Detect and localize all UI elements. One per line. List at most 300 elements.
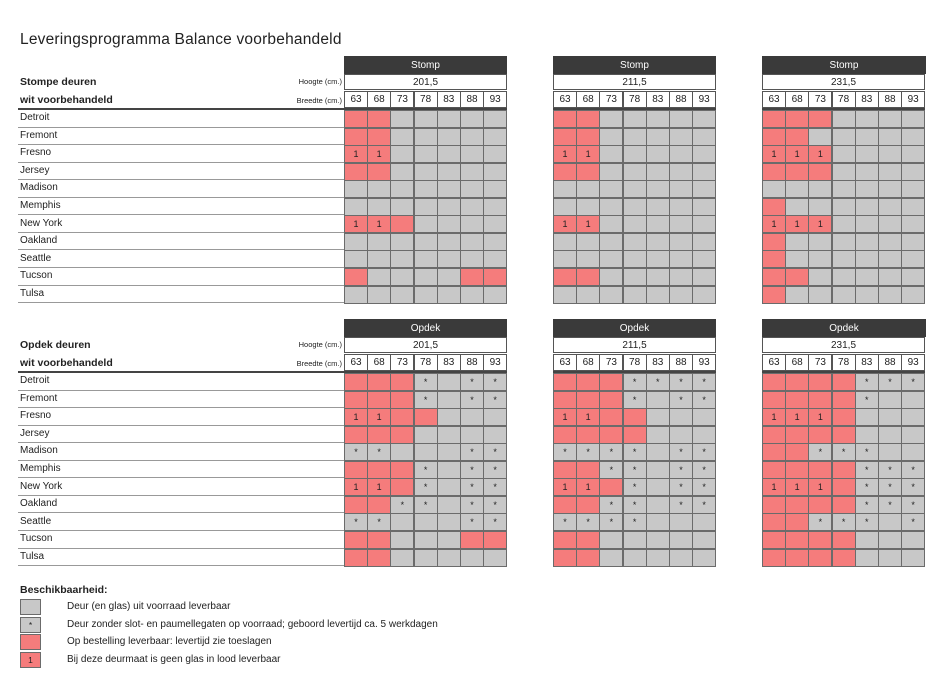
cell-in-stock <box>390 145 414 163</box>
cell-in-stock <box>878 250 902 268</box>
cell-in-stock <box>599 531 623 549</box>
row-line <box>18 214 344 215</box>
row-line <box>18 530 344 531</box>
cell-on-order <box>576 461 600 479</box>
cell-on-order <box>808 163 832 181</box>
cell-on-order <box>344 268 368 286</box>
cell-undrilled-stock: * <box>599 443 623 461</box>
row-line <box>18 127 344 128</box>
row-label: Oakland <box>20 498 58 510</box>
cell-in-stock <box>367 286 391 304</box>
cell-no-leaded-glass: 1 <box>576 408 600 426</box>
cell-in-stock <box>901 233 925 251</box>
width-value: 73 <box>390 354 414 371</box>
cell-in-stock <box>623 233 647 251</box>
cell-on-order <box>390 461 414 479</box>
cell-in-stock <box>692 408 716 426</box>
cell-undrilled-stock: * <box>553 513 577 531</box>
width-value: 78 <box>623 91 647 108</box>
cell-undrilled-stock: * <box>460 513 484 531</box>
cell-in-stock <box>646 461 670 479</box>
row-label: Seattle <box>20 515 52 527</box>
legend-text: Bij deze deurmaat is geen glas in lood leverbaar <box>67 653 281 665</box>
width-value: 93 <box>901 91 925 108</box>
cell-in-stock <box>646 128 670 146</box>
cell-on-order <box>367 373 391 391</box>
cell-in-stock <box>623 180 647 198</box>
cell-in-stock <box>483 426 507 444</box>
cell-in-stock <box>437 128 461 146</box>
cell-on-order <box>553 549 577 567</box>
cell-on-order <box>832 478 856 496</box>
cell-in-stock <box>669 128 693 146</box>
cell-on-order <box>599 391 623 409</box>
cell-in-stock <box>576 286 600 304</box>
cell-in-stock <box>669 513 693 531</box>
cell-on-order <box>832 408 856 426</box>
cell-on-order <box>390 478 414 496</box>
cell-undrilled-stock: * <box>414 496 438 514</box>
width-value: 63 <box>344 354 368 371</box>
legend-title: Beschikbaarheid: <box>20 584 108 596</box>
cell-on-order <box>344 391 368 409</box>
width-value: 88 <box>669 354 693 371</box>
cell-in-stock <box>692 198 716 216</box>
cell-in-stock <box>785 180 809 198</box>
cell-in-stock <box>808 250 832 268</box>
width-value: 83 <box>646 354 670 371</box>
width-value: 88 <box>669 91 693 108</box>
cell-on-order <box>344 373 368 391</box>
legend-text: Deur zonder slot- en paumellegaten op voorraad; geboord levertijd ca. 5 werkdagen <box>67 618 438 630</box>
width-value: 63 <box>553 91 577 108</box>
cell-on-order <box>808 426 832 444</box>
cell-in-stock <box>878 549 902 567</box>
cell-in-stock <box>576 233 600 251</box>
cell-in-stock <box>901 268 925 286</box>
cell-on-order <box>460 268 484 286</box>
cell-in-stock <box>646 145 670 163</box>
cell-in-stock <box>808 233 832 251</box>
cell-undrilled-stock: * <box>623 478 647 496</box>
cell-on-order <box>390 391 414 409</box>
width-value: 78 <box>832 354 856 371</box>
row-label: Fremont <box>20 392 58 404</box>
cell-in-stock <box>553 250 577 268</box>
cell-in-stock <box>832 233 856 251</box>
cell-no-leaded-glass: 1 <box>808 215 832 233</box>
cell-undrilled-stock: * <box>599 496 623 514</box>
cell-undrilled-stock: * <box>414 461 438 479</box>
cell-in-stock <box>785 198 809 216</box>
cell-in-stock <box>483 549 507 567</box>
cell-on-order <box>576 549 600 567</box>
cell-on-order <box>785 268 809 286</box>
cell-in-stock <box>390 163 414 181</box>
cell-in-stock <box>599 233 623 251</box>
cell-undrilled-stock: * <box>646 373 670 391</box>
cell-undrilled-stock: * <box>878 373 902 391</box>
row-line <box>18 144 344 145</box>
width-value: 83 <box>437 354 461 371</box>
cell-undrilled-stock: * <box>901 513 925 531</box>
cell-in-stock <box>623 128 647 146</box>
cell-undrilled-stock: * <box>414 373 438 391</box>
cell-in-stock <box>692 163 716 181</box>
cell-on-order <box>390 215 414 233</box>
cell-on-order <box>832 461 856 479</box>
cell-no-leaded-glass: 1 <box>553 408 577 426</box>
row-label: Madison <box>20 182 58 194</box>
cell-in-stock <box>646 496 670 514</box>
cell-in-stock <box>832 215 856 233</box>
width-value: 93 <box>483 354 507 371</box>
cell-on-order <box>553 110 577 128</box>
cell-on-order <box>762 163 786 181</box>
cell-on-order <box>762 128 786 146</box>
row-line <box>18 249 344 250</box>
row-line <box>18 162 344 163</box>
cell-no-leaded-glass: 1 <box>808 408 832 426</box>
cell-in-stock <box>692 180 716 198</box>
cell-on-order <box>553 373 577 391</box>
cell-on-order <box>367 549 391 567</box>
cell-in-stock <box>878 233 902 251</box>
width-value: 73 <box>599 354 623 371</box>
group-header: Opdek <box>762 319 926 337</box>
cell-no-leaded-glass: 1 <box>367 215 391 233</box>
cell-undrilled-stock: * <box>483 496 507 514</box>
row-label: Madison <box>20 445 58 457</box>
cell-on-order <box>599 373 623 391</box>
cell-in-stock <box>669 163 693 181</box>
cell-on-order <box>762 373 786 391</box>
width-value: 68 <box>785 91 809 108</box>
cell-in-stock <box>599 163 623 181</box>
cell-in-stock <box>878 180 902 198</box>
cell-in-stock <box>669 180 693 198</box>
cell-in-stock <box>646 391 670 409</box>
cell-in-stock <box>437 549 461 567</box>
cell-in-stock <box>785 286 809 304</box>
cell-in-stock <box>692 531 716 549</box>
cell-in-stock <box>901 198 925 216</box>
cell-undrilled-stock: * <box>692 478 716 496</box>
row-label: Fresno <box>20 147 52 159</box>
width-value: 68 <box>576 91 600 108</box>
cell-in-stock <box>855 128 879 146</box>
cell-in-stock <box>623 145 647 163</box>
cell-in-stock <box>878 408 902 426</box>
width-value: 78 <box>832 91 856 108</box>
cell-on-order <box>832 549 856 567</box>
cell-undrilled-stock: * <box>599 513 623 531</box>
row-label: Tulsa <box>20 550 45 562</box>
row-line <box>18 285 344 286</box>
cell-in-stock <box>414 513 438 531</box>
cell-on-order <box>599 408 623 426</box>
cell-undrilled-stock: * <box>692 461 716 479</box>
cell-in-stock <box>483 110 507 128</box>
row-line <box>18 179 344 180</box>
cell-in-stock <box>855 163 879 181</box>
cell-in-stock <box>669 408 693 426</box>
cell-in-stock <box>669 531 693 549</box>
cell-on-order <box>808 531 832 549</box>
cell-on-order <box>808 461 832 479</box>
cell-on-order <box>785 110 809 128</box>
cell-in-stock <box>414 531 438 549</box>
height-caption: Hoogte (cm.) <box>298 340 342 349</box>
width-value: 83 <box>855 91 879 108</box>
cell-in-stock <box>646 198 670 216</box>
cell-undrilled-stock: * <box>855 391 879 409</box>
cell-in-stock <box>437 286 461 304</box>
cell-in-stock <box>808 198 832 216</box>
cell-in-stock <box>692 268 716 286</box>
cell-on-order <box>762 426 786 444</box>
cell-undrilled-stock: * <box>855 443 879 461</box>
cell-in-stock <box>669 268 693 286</box>
cell-on-order <box>576 268 600 286</box>
cell-in-stock <box>901 426 925 444</box>
cell-in-stock <box>483 128 507 146</box>
cell-undrilled-stock: * <box>832 513 856 531</box>
cell-in-stock <box>460 286 484 304</box>
cell-in-stock <box>414 426 438 444</box>
cell-no-leaded-glass: 1 <box>785 215 809 233</box>
cell-in-stock <box>390 110 414 128</box>
cell-in-stock <box>390 128 414 146</box>
cell-in-stock <box>646 478 670 496</box>
cell-in-stock <box>553 233 577 251</box>
cell-on-order <box>808 391 832 409</box>
legend-text: Deur (en glas) uit voorraad leverbaar <box>67 601 231 612</box>
cell-undrilled-stock: * <box>367 513 391 531</box>
cell-on-order <box>553 163 577 181</box>
cell-on-order <box>553 426 577 444</box>
cell-undrilled-stock: * <box>460 478 484 496</box>
cell-in-stock <box>414 145 438 163</box>
cell-undrilled-stock: * <box>599 461 623 479</box>
cell-in-stock <box>901 286 925 304</box>
cell-undrilled-stock: * <box>692 496 716 514</box>
cell-undrilled-stock: * <box>460 373 484 391</box>
row-line <box>18 197 344 198</box>
cell-in-stock <box>483 286 507 304</box>
cell-in-stock <box>414 443 438 461</box>
cell-in-stock <box>483 250 507 268</box>
width-caption: Breedte (cm.) <box>296 359 342 368</box>
cell-undrilled-stock: * <box>483 513 507 531</box>
width-value: 68 <box>367 354 391 371</box>
row-label: Tulsa <box>20 287 45 299</box>
cell-in-stock <box>901 250 925 268</box>
cell-in-stock <box>599 180 623 198</box>
row-line <box>18 390 344 391</box>
cell-no-leaded-glass: 1 <box>576 145 600 163</box>
cell-in-stock <box>390 180 414 198</box>
cell-in-stock <box>576 198 600 216</box>
cell-in-stock <box>414 250 438 268</box>
cell-on-order <box>576 163 600 181</box>
cell-in-stock <box>646 180 670 198</box>
cell-in-stock <box>344 198 368 216</box>
cell-in-stock <box>646 426 670 444</box>
cell-no-leaded-glass: 1 <box>367 408 391 426</box>
cell-on-order <box>576 426 600 444</box>
cell-in-stock <box>599 286 623 304</box>
cell-in-stock <box>367 233 391 251</box>
cell-on-order <box>367 531 391 549</box>
cell-in-stock <box>646 163 670 181</box>
cell-in-stock <box>646 268 670 286</box>
group-header: Stomp <box>553 56 716 74</box>
cell-in-stock <box>437 391 461 409</box>
legend-swatch <box>20 599 41 615</box>
cell-in-stock <box>437 531 461 549</box>
row-label: Fresno <box>20 410 52 422</box>
cell-on-order <box>762 513 786 531</box>
cell-undrilled-stock: * <box>855 461 879 479</box>
cell-in-stock <box>855 531 879 549</box>
cell-in-stock <box>623 286 647 304</box>
cell-in-stock <box>808 268 832 286</box>
cell-on-order <box>483 268 507 286</box>
width-value: 83 <box>437 91 461 108</box>
cell-on-order <box>808 110 832 128</box>
cell-in-stock <box>646 286 670 304</box>
cell-in-stock <box>855 268 879 286</box>
row-line <box>18 477 344 478</box>
cell-in-stock <box>437 233 461 251</box>
cell-in-stock <box>646 513 670 531</box>
group-header: Opdek <box>553 319 716 337</box>
cell-in-stock <box>832 286 856 304</box>
cell-in-stock <box>669 198 693 216</box>
cell-undrilled-stock: * <box>808 513 832 531</box>
cell-in-stock <box>692 110 716 128</box>
cell-on-order <box>344 128 368 146</box>
row-label: Seattle <box>20 252 52 264</box>
cell-in-stock <box>669 250 693 268</box>
cell-in-stock <box>390 268 414 286</box>
cell-on-order <box>762 250 786 268</box>
cell-in-stock <box>878 286 902 304</box>
cell-in-stock <box>878 198 902 216</box>
row-line <box>18 232 344 233</box>
cell-on-order <box>576 391 600 409</box>
cell-in-stock <box>878 443 902 461</box>
cell-in-stock <box>437 110 461 128</box>
cell-in-stock <box>553 180 577 198</box>
row-line <box>18 302 344 303</box>
cell-in-stock <box>553 286 577 304</box>
cell-on-order <box>762 461 786 479</box>
cell-on-order <box>344 496 368 514</box>
height-value: 231,5 <box>762 337 925 353</box>
cell-on-order <box>367 461 391 479</box>
cell-on-order <box>367 163 391 181</box>
cell-in-stock <box>599 110 623 128</box>
cell-in-stock <box>832 163 856 181</box>
cell-undrilled-stock: * <box>669 478 693 496</box>
height-value: 211,5 <box>553 337 716 353</box>
legend-swatch: 1 <box>20 652 41 668</box>
cell-in-stock <box>437 513 461 531</box>
cell-on-order <box>367 128 391 146</box>
cell-no-leaded-glass: 1 <box>785 145 809 163</box>
cell-undrilled-stock: * <box>460 496 484 514</box>
cell-in-stock <box>855 250 879 268</box>
cell-in-stock <box>855 145 879 163</box>
cell-in-stock <box>460 408 484 426</box>
cell-no-leaded-glass: 1 <box>576 478 600 496</box>
cell-in-stock <box>878 145 902 163</box>
cell-in-stock <box>623 268 647 286</box>
cell-in-stock <box>414 549 438 567</box>
cell-in-stock <box>344 180 368 198</box>
cell-on-order <box>762 233 786 251</box>
cell-in-stock <box>646 408 670 426</box>
cell-in-stock <box>692 128 716 146</box>
cell-on-order <box>483 531 507 549</box>
cell-undrilled-stock: * <box>483 461 507 479</box>
cell-in-stock <box>460 549 484 567</box>
width-value: 63 <box>553 354 577 371</box>
cell-no-leaded-glass: 1 <box>762 478 786 496</box>
cell-on-order <box>367 496 391 514</box>
height-caption: Hoogte (cm.) <box>298 77 342 86</box>
cell-on-order <box>553 268 577 286</box>
cell-no-leaded-glass: 1 <box>344 215 368 233</box>
row-line <box>18 267 344 268</box>
cell-in-stock <box>437 145 461 163</box>
cell-undrilled-stock: * <box>878 461 902 479</box>
cell-in-stock <box>390 233 414 251</box>
cell-in-stock <box>855 110 879 128</box>
width-value: 88 <box>878 354 902 371</box>
cell-in-stock <box>855 408 879 426</box>
cell-in-stock <box>855 198 879 216</box>
cell-in-stock <box>878 426 902 444</box>
cell-in-stock <box>692 215 716 233</box>
cell-on-order <box>553 496 577 514</box>
cell-in-stock <box>623 215 647 233</box>
cell-undrilled-stock: * <box>414 391 438 409</box>
cell-in-stock <box>344 250 368 268</box>
cell-undrilled-stock: * <box>623 496 647 514</box>
cell-on-order <box>576 373 600 391</box>
cell-no-leaded-glass: 1 <box>344 408 368 426</box>
cell-in-stock <box>599 198 623 216</box>
cell-in-stock <box>646 531 670 549</box>
cell-on-order <box>344 531 368 549</box>
page-title: Leveringsprogramma Balance voorbehandeld <box>20 31 342 48</box>
cell-undrilled-stock: * <box>623 373 647 391</box>
cell-on-order <box>599 478 623 496</box>
cell-on-order <box>367 426 391 444</box>
cell-undrilled-stock: * <box>692 443 716 461</box>
cell-in-stock <box>390 531 414 549</box>
cell-in-stock <box>483 408 507 426</box>
cell-in-stock <box>901 391 925 409</box>
cell-in-stock <box>623 163 647 181</box>
cell-no-leaded-glass: 1 <box>553 145 577 163</box>
row-line <box>18 442 344 443</box>
cell-in-stock <box>878 215 902 233</box>
cell-in-stock <box>437 373 461 391</box>
